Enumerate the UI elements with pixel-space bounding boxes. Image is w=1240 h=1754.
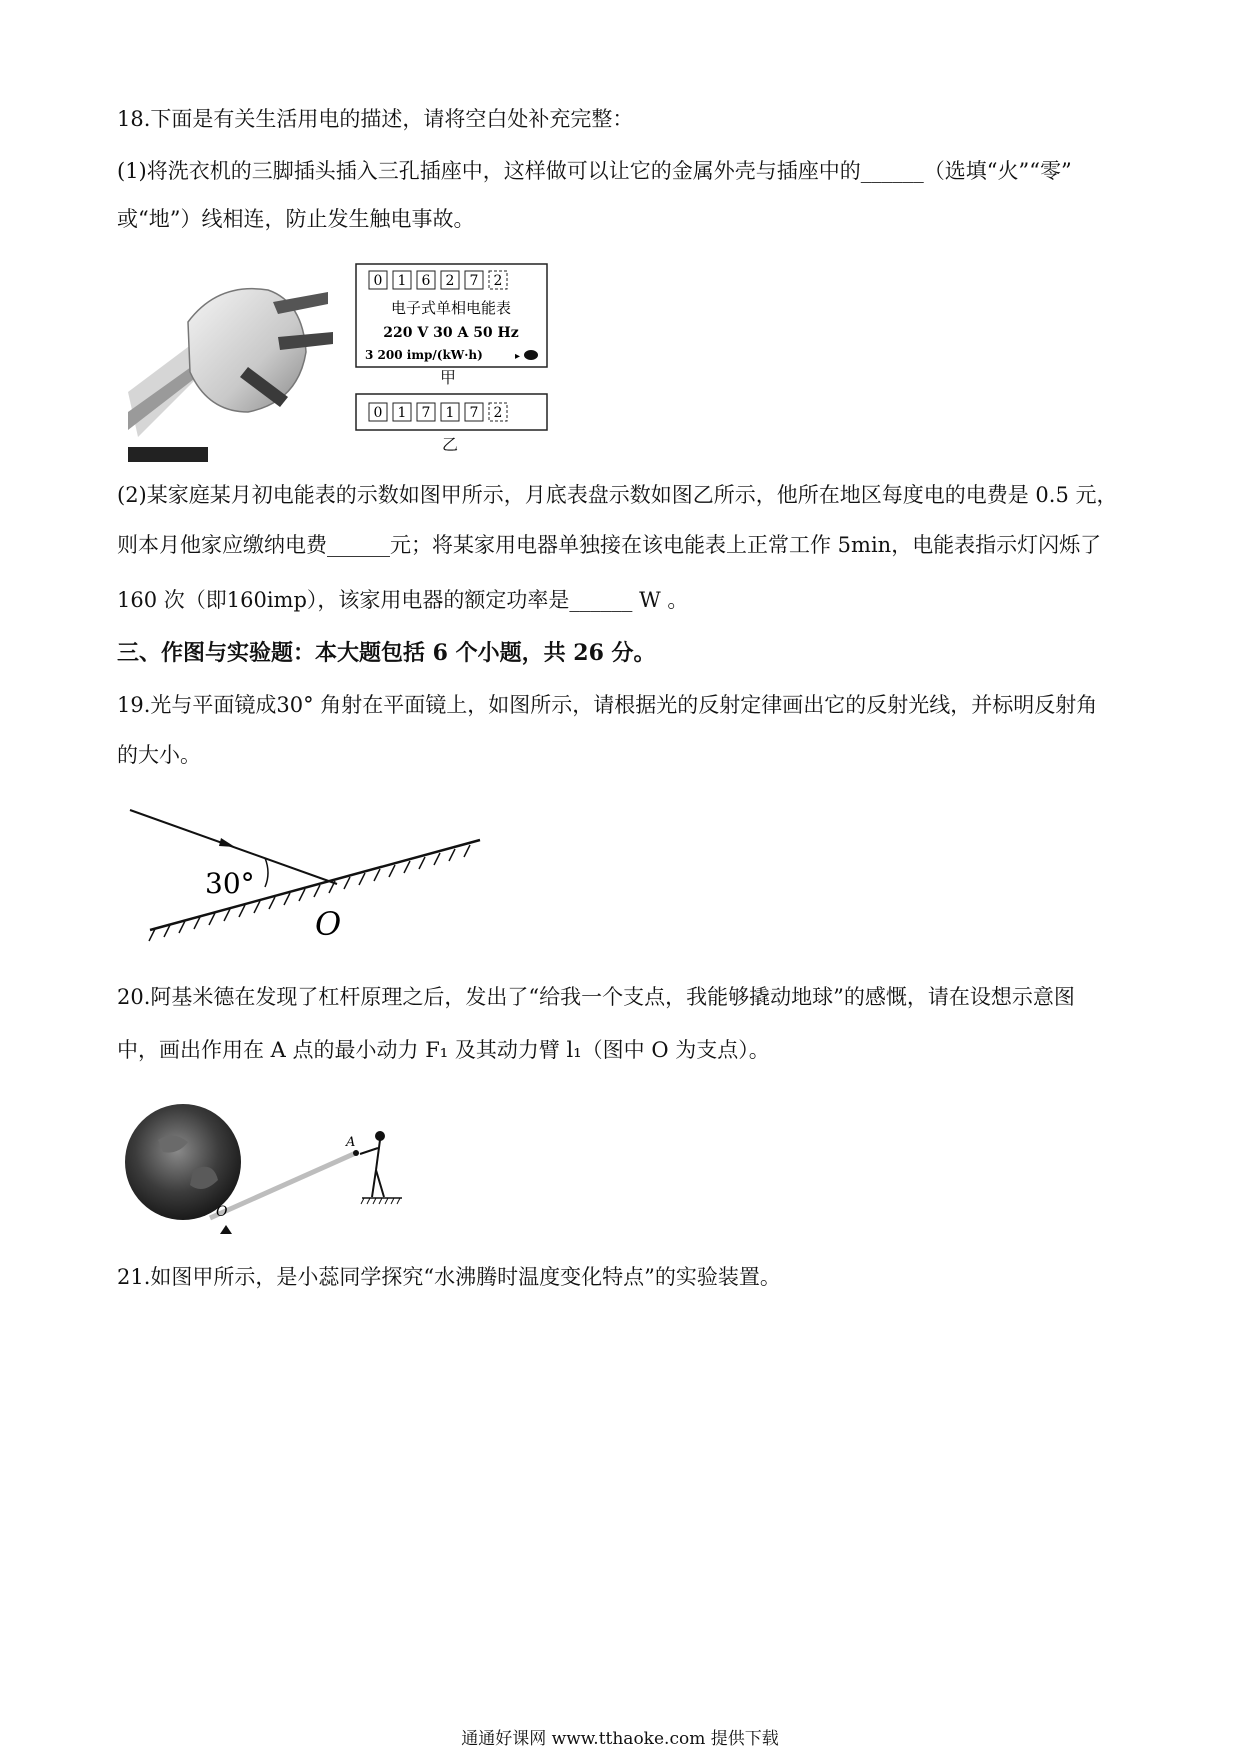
person-icon <box>360 1132 384 1197</box>
page-footer: 通通好课网 www.tthaoke.com 提供下载 <box>461 1729 779 1749</box>
section-heading: 三、作图与实验题：本大题包括 6 个小题，共 26 分。 <box>117 640 656 666</box>
energy-meter-b <box>355 393 548 431</box>
q18-part2-line2: 则本月他家应缴纳电费______元；将某家用电器单独接在该电能表上正常工作 5min，电能表指示灯闪烁了 <box>117 533 1102 557</box>
q19-line1: 19.光与平面镜成30° 角射在平面镜上，如图所示，请根据光的反射定律画出它的反射光线，并标明反射角 <box>117 693 1098 717</box>
meter-b-caption: 乙 <box>442 435 459 454</box>
point-o-label: O <box>315 905 342 943</box>
point-o-label: O <box>216 1204 228 1220</box>
ground-hatching <box>361 1198 400 1204</box>
q18-part2-line1: (2)某家庭某月初电能表的示数如图甲所示，月底表盘示数如图乙所示，他所在地区每度电的电费是 0.5 元， <box>117 483 1118 507</box>
meter-b-digit: 2 <box>493 405 503 421</box>
meter-a-digit: 7 <box>469 273 479 289</box>
angle-label: 30° <box>205 867 255 900</box>
q20-line2: 中，画出作用在 A 点的最小动力 F₁ 及其动力臂 l₁（图中 O 为支点）。 <box>117 1038 770 1062</box>
earth-image <box>125 1104 241 1220</box>
meter-b-digit: 7 <box>421 405 431 421</box>
q19-line2: 的大小。 <box>117 743 201 767</box>
meter-a-digit: 6 <box>421 273 431 289</box>
q20-line1: 20.阿基米德在发现了杠杆原理之后，发出了“给我一个支点，我能够撬动地球”的感慨，请在设想示意图 <box>117 985 1075 1009</box>
meter-a-imp: 3 200 imp/(kW·h) <box>365 348 483 362</box>
q18-part2-line3: 160 次（即160imp），该家用电器的额定功率是______ W 。 <box>117 588 689 612</box>
mirror-hatching <box>149 845 470 941</box>
angle-arc <box>265 858 268 887</box>
meter-b-digit: 1 <box>445 405 455 421</box>
q18-part1-line2: 或“地”）线相连，防止发生触电事故。 <box>117 207 475 231</box>
meter-a-digit: 1 <box>397 273 407 289</box>
lever-earth-diagram <box>118 1100 418 1235</box>
three-pin-plug-image <box>128 262 338 462</box>
q21-line1: 21.如图甲所示，是小蕊同学探究“水沸腾时温度变化特点”的实验装置。 <box>117 1265 781 1289</box>
meter-b-digit: 1 <box>397 405 407 421</box>
meter-a-digit: 2 <box>493 273 503 289</box>
fulcrum-icon <box>220 1225 232 1234</box>
point-a-dot <box>353 1150 359 1156</box>
meter-a-digit: 2 <box>445 273 455 289</box>
point-a-label: A <box>346 1135 356 1150</box>
meter-a-digit: 0 <box>373 273 383 289</box>
meter-a-name: 电子式单相电能表 <box>390 299 512 317</box>
meter-b-digit: 0 <box>373 405 383 421</box>
energy-meter-a <box>355 263 548 368</box>
ray-arrow-icon <box>219 838 235 847</box>
meter-a-spec: 220 V 30 A 50 Hz <box>383 325 519 341</box>
meter-b-digit: 7 <box>469 405 479 421</box>
q18-intro: 18.下面是有关生活用电的描述，请将空白处补充完整： <box>117 107 634 131</box>
mirror-reflection-diagram <box>125 805 485 945</box>
q18-part1-line1: (1)将洗衣机的三脚插头插入三孔插座中，这样做可以让它的金属外壳与插座中的______（选填“火”“零” <box>117 159 1072 183</box>
meter-a-caption: 甲 <box>440 368 457 387</box>
indicator-light-icon <box>524 350 538 360</box>
arrow-icon: ▸ <box>515 351 521 362</box>
